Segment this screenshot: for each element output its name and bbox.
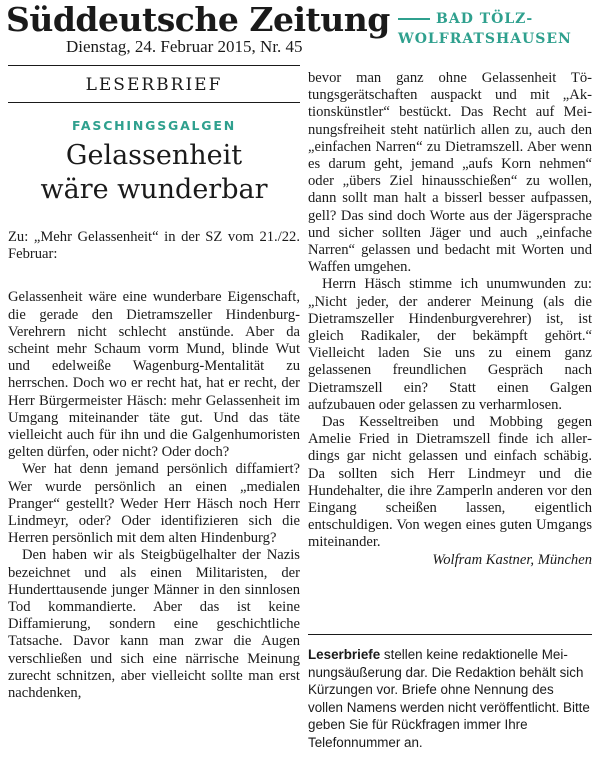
note-lead: Leserbriefe bbox=[308, 647, 381, 662]
region-dash bbox=[398, 18, 430, 20]
masthead bbox=[0, 0, 600, 62]
article-column-2 bbox=[308, 70, 592, 569]
reference-line: Zu: „Mehr Gelassenheit“ in der SZ vom 21./22. Februar: bbox=[8, 229, 300, 263]
paragraph-4: Herrn Häsch stimme ich unumwunden zu: „Nicht jeder, der anderer Meinung (als die Dietramszeller Hindenburgverehrer) ist, ist gleich Radikaler, der bekämpft gehört.“ Vielleicht laden Sie uns zu einem ganz gelassenen freundlichen Gespräch nach Dietramszell ein? Statt einen Galgen aufzubauen oder gelassen zu verharmlosen. bbox=[308, 276, 592, 413]
article-body-col1 bbox=[8, 289, 300, 702]
paragraph-5: Das Kesseltreiben und Mobbing gegen Amelie Fried in Dietramszell finde ich allerdings gar nicht gelassen und einfach schäbig. Da sollten sich Herr Lindmeyr und die Hundehalter, die ihre Zamperln anderen vor den Eingang scheißen lassen, eigentlich entschuldigen. Von wegen eines guten Umgangs miteinander. bbox=[308, 414, 592, 551]
note-text: stellen keine redaktionelle Meinungsäußerung dar. Die Redaktion behält sich Kürzungen vor. Briefe ohne Nennung des vollen Namens werden nicht veröffentlicht. Bitte geben Sie für Rückfragen immer Ihre Telefonnummer an. bbox=[308, 647, 590, 750]
paragraph-1: Gelassenheit wäre eine wunderbare Eigenschaft, die gerade den Dietramszeller Hindenburg-Verehrern nicht schlecht anstünde. Aber da scheint mehr Schaum vorm Mund, blinde Wut und edelweiße Wagenburg-Mentalität zu herrschen. Doch wo er recht hat, hat er recht, der Herr Bürgermeister Häsch: mehr Gelassenheit im Umgang miteinander täte gut. Und das täte vielleicht auch für ihn und die Galgenhumoristen gelten dürfen, oder nicht? Oder doch? bbox=[8, 289, 300, 461]
region-line-1: BAD TÖLZ- bbox=[436, 11, 534, 27]
headline bbox=[8, 139, 300, 207]
article-column-1 bbox=[8, 66, 300, 702]
headline-line-1: Gelassenheit bbox=[65, 140, 243, 171]
issue-date: Dienstag, 24. Februar 2015, Nr. 45 bbox=[66, 37, 303, 56]
kicker: FASCHINGSGALGEN bbox=[72, 118, 236, 133]
rubric: LESERBRIEF bbox=[8, 66, 300, 103]
note-divider bbox=[308, 634, 592, 635]
headline-line-2: wäre wunderbar bbox=[40, 174, 268, 205]
paragraph-3-part-1: Den haben wir als Steigbügelhalter der Nazis bezeichnet und als einen Militaristen, der Hunderttausende junger Männer in den sinnlosen Tod kommandierte. Aber das ist keine Diffamierung, sondern eine geschichtliche Tatsache. Davor kann man zwar die Augen verschließen und sich eine närrische Meinung zurecht schnitzen, aber vielleicht sollte man erst nachdenken, bbox=[8, 547, 300, 702]
paragraph-3-part-2: bevor man ganz ohne Gelassenheit Tötungsgerätschaften auspackt und mit „Aktionskünstler“ bestückt. Das Recht auf Meinungsfreiheit steht natürlich allen zu, auch den „einfachen Narren“ zu Dietramszell. Aber wenn es darum geht, jemand „aufs Korn nehmen“ oder „übers Ziel hinausschießen“ zu wollen, dann sollt man halt a bisserl besser aufpassen, gell? Das sind doch Worte aus der Jägersprache und sicher sollten Jäger und auch „einfache Narren“ gelassen und bedacht mit Worten und Waffen umgehen. bbox=[308, 70, 592, 276]
region-line-2: WOLFRATSHAUSEN bbox=[398, 31, 572, 47]
newspaper-title: Süddeutsche Zeitung bbox=[6, 0, 390, 39]
paragraph-2: Wer hat denn jemand persönlich diffamiert? Wer wurde persönlich an einen „medialen Pranger“ gestellt? Weder Herr Häsch noch Herr Lindmeyr, oder? Oder identifizieren sich die Herren persönlich mit dem alten Hindenburg? bbox=[8, 461, 300, 547]
editorial-note bbox=[308, 646, 592, 752]
region-label bbox=[398, 9, 594, 49]
signature: Wolfram Kastner, München bbox=[432, 551, 592, 568]
